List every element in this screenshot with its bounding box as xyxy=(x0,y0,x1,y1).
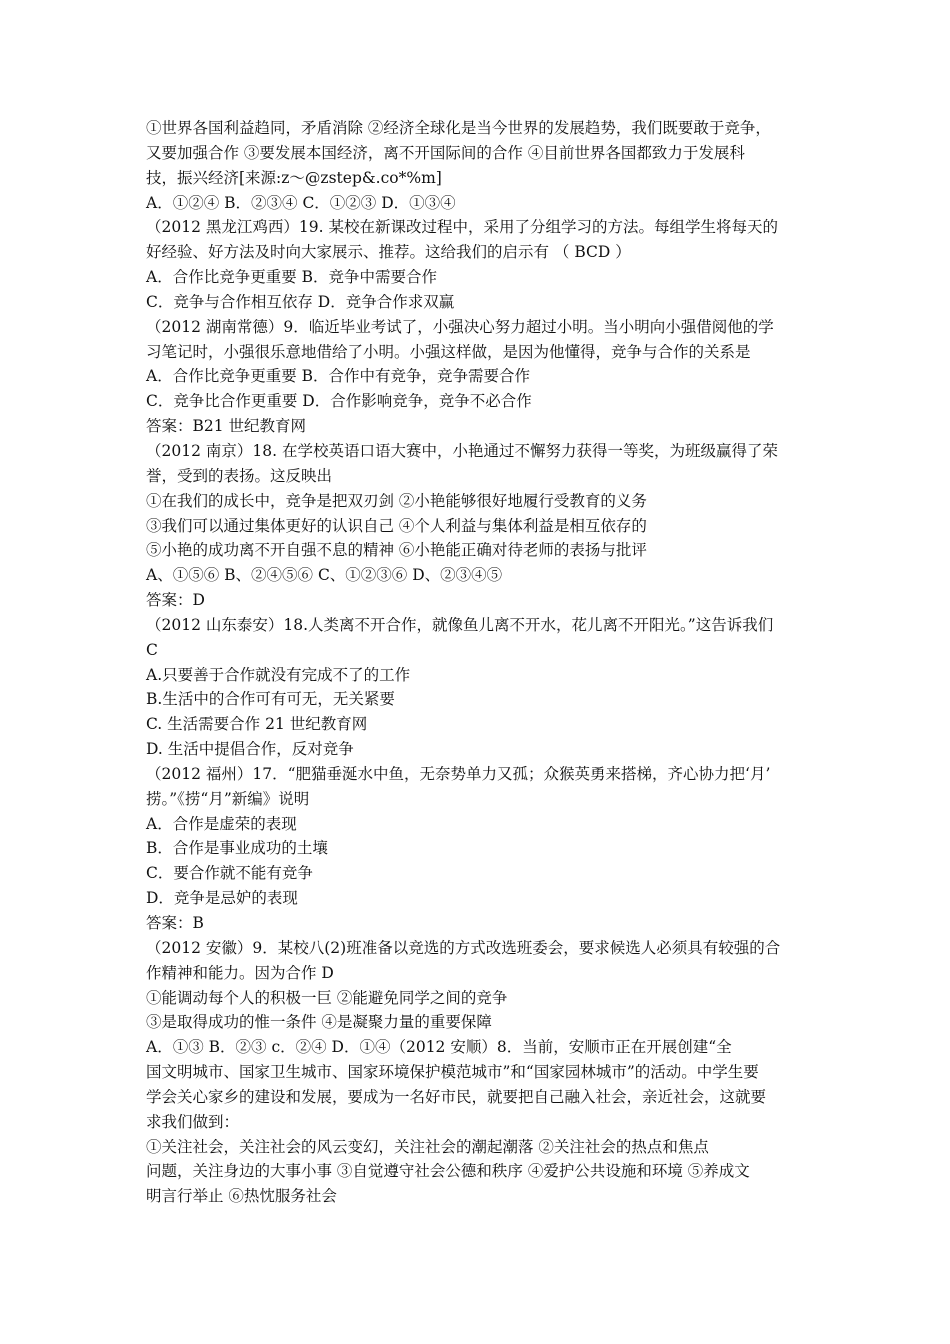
text-line: A．合作比竞争更重要 B．竞争中需要合作 xyxy=(146,268,438,287)
text-line: 国文明城市、国家卫生城市、国家环境保护模范城市”和“国家园林城市”的活动。中学生要 xyxy=(146,1063,759,1082)
text-line: 又要加强合作 ③要发展本国经济，离不开国际间的合作 ④目前世界各国都致力于发展科 xyxy=(146,143,745,162)
text-line: A．①②④ B．②③④ C．①②③ D．①③④ xyxy=(146,193,456,212)
text-line: ⑤小艳的成功离不开自强不息的精神 ⑥小艳能正确对待老师的表扬与批评 xyxy=(146,541,647,560)
text-line: 问题，关注身边的大事小事 ③自觉遵守社会公德和秩序 ④爱护公共设施和环境 ⑤养成文 xyxy=(146,1162,750,1181)
text-line: A．①③ B．②③ c．②④ D．①④（2012 安顺）8．当前，安顺市正在开展创建“全 xyxy=(146,1038,732,1057)
text-line: A.只要善于合作就没有完成不了的工作 xyxy=(146,665,411,684)
text-line: 作精神和能力。因为合作 D xyxy=(146,963,334,982)
text-line: ①能调动每个人的积极一巨 ②能避免同学之间的竞争 xyxy=(146,988,508,1007)
text-line: ①在我们的成长中，竞争是把双刃剑 ②小艳能够很好地履行受教育的义务 xyxy=(146,491,647,510)
text-line: ①关注社会，关注社会的风云变幻，关注社会的潮起潮落 ②关注社会的热点和焦点 xyxy=(146,1137,709,1156)
text-line: D. 生活中提倡合作，反对竞争 xyxy=(146,740,354,759)
document-page xyxy=(146,116,810,1209)
text-line: 习笔记时，小强很乐意地借给了小明。小强这样做，是因为他懂得，竞争与合作的关系是 xyxy=(146,342,751,361)
text-line: 好经验、好方法及时向大家展示、推荐。这给我们的启示有 （ BCD ） xyxy=(146,243,631,262)
text-line: （2012 安徽）9．某校八(2)班准备以竞选的方式改选班委会，要求候选人必须具有较强的合 xyxy=(146,938,781,957)
text-line: A、①⑤⑥ B、②④⑤⑥ C、①②③⑥ D、②③④⑤ xyxy=(146,566,503,585)
text-line: 答案：B xyxy=(146,914,204,932)
text-line: 求我们做到： xyxy=(146,1112,240,1131)
text-line: 明言行举止 ⑥热忱服务社会 xyxy=(146,1187,337,1206)
text-line: 誉，受到的表扬。这反映出 xyxy=(146,466,333,485)
text-line: B．合作是事业成功的土壤 xyxy=(146,839,328,858)
text-line: C. 生活需要合作 21 世纪教育网 xyxy=(146,715,368,734)
text-line: 学会关心家乡的建设和发展，要成为一名好市民，就要把自己融入社会，亲近社会，这就要 xyxy=(146,1087,767,1106)
text-line: （2012 山东泰安）18.人类离不开合作，就像鱼儿离不开水，花儿离不开阳光。”这告诉我们 xyxy=(146,615,774,634)
text-line: ③是取得成功的惟一条件 ④是凝聚力量的重要保障 xyxy=(146,1013,492,1032)
text-line: A．合作是虚荣的表现 xyxy=(146,814,297,833)
text-line: 答案：D xyxy=(146,591,205,610)
text-line: （2012 湖南常德）9．临近毕业考试了，小强决心努力超过小明。当小明向小强借阅他的学 xyxy=(146,317,774,336)
text-line: （2012 福州）17．“肥猫垂涎水中鱼，无奈势单力又孤；众猴英勇来搭梯，齐心协力把‘月’ xyxy=(146,764,771,783)
text-line: 捞。”《捞“月”新编》说明 xyxy=(146,789,310,808)
text-line: A．合作比竞争更重要 B．合作中有竞争，竞争需要合作 xyxy=(146,367,531,386)
text-line: C．要合作就不能有竞争 xyxy=(146,864,313,883)
text-line: （2012 南京）18. 在学校英语口语大赛中，小艳通过不懈努力获得一等奖，为班级赢得了荣 xyxy=(146,441,778,460)
text-line: C．竞争与合作相互依存 D．竞争合作求双赢 xyxy=(146,292,455,311)
text-line: C．竞争比合作更重要 D．合作影响竞争，竞争不必合作 xyxy=(146,392,532,411)
text-line: C xyxy=(146,640,158,659)
text-line: 答案：B21 世纪教育网 xyxy=(146,417,307,436)
text-line: B.生活中的合作可有可无，无关紧要 xyxy=(146,690,395,709)
text-line: 技，振兴经济[来源:z～@zstep&.co*%m] xyxy=(146,168,442,187)
text-line: D．竞争是忌妒的表现 xyxy=(146,889,298,908)
text-line: ③我们可以通过集体更好的认识自己 ④个人利益与集体利益是相互依存的 xyxy=(146,516,647,535)
text-line: （2012 黑龙江鸡西）19. 某校在新课改过程中，采用了分组学习的方法。每组学生将每天的 xyxy=(146,218,778,237)
text-line: ①世界各国利益趋同，矛盾消除 ②经济全球化是当今世界的发展趋势，我们既要敢于竞争， xyxy=(146,119,771,137)
